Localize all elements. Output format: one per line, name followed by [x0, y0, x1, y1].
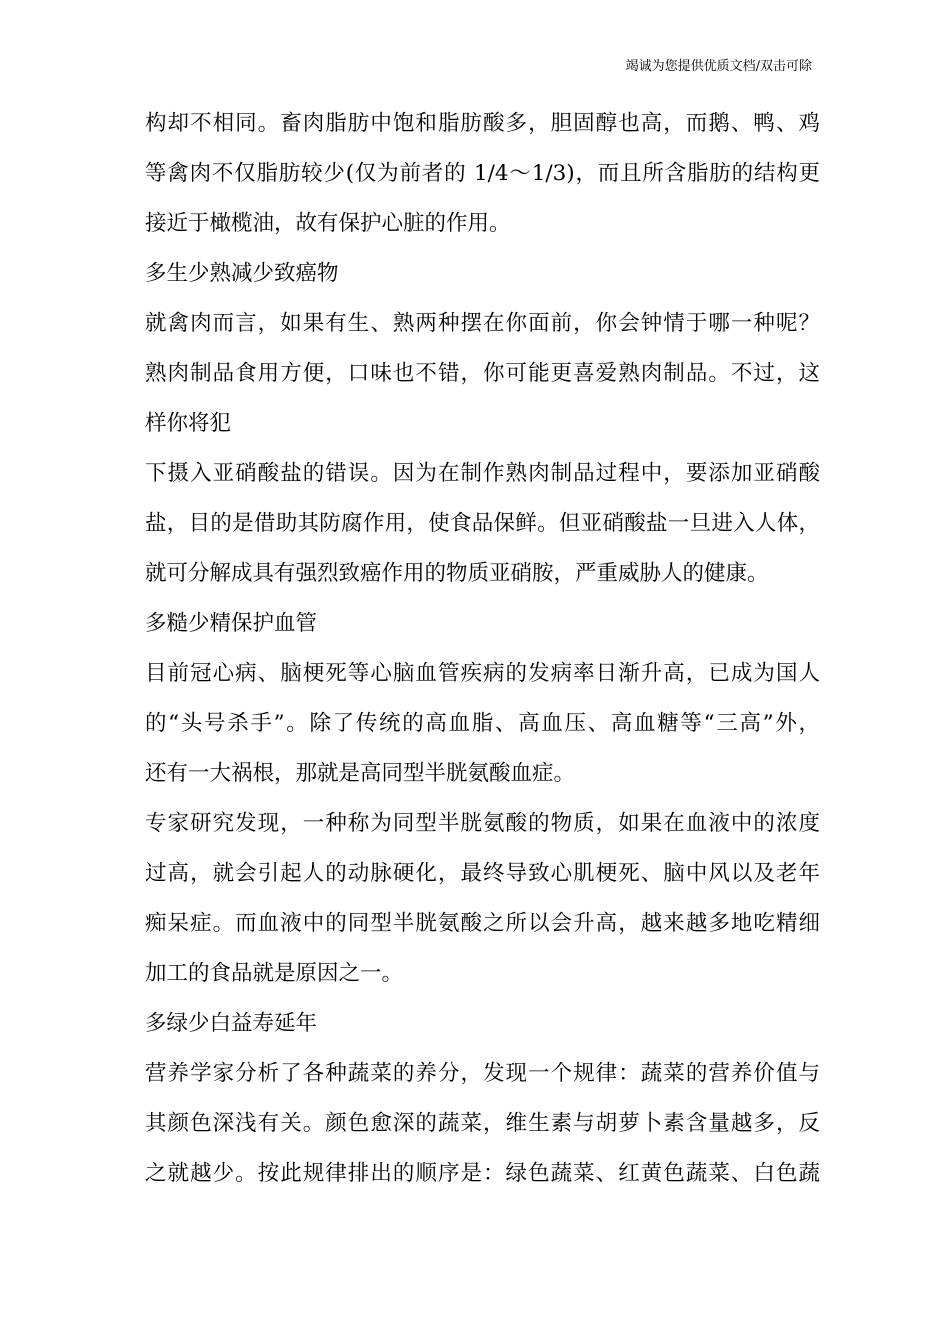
- paragraph-line: 就禽肉而言，如果有生、熟两种摆在你面前，你会钟情于哪一种呢？: [145, 311, 820, 336]
- paragraph-line: 其颜色深浅有关。颜色愈深的蔬菜，维生素与胡萝卜素含量越多，反: [145, 1111, 820, 1136]
- paragraph-line: 等禽肉不仅脂肪较少(仅为前者的 1/4～1/3)，而且所含脂肪的结构更: [145, 161, 820, 186]
- paragraph-line: 专家研究发现，一种称为同型半胱氨酸的物质，如果在血液中的浓度: [145, 811, 820, 836]
- paragraph-line: 目前冠心病、脑梗死等心脑血管疾病的发病率日渐升高，已成为国人: [145, 661, 820, 686]
- paragraph-line: 样你将犯: [145, 411, 232, 436]
- header-note: 竭诚为您提供优质文档/双击可除: [625, 59, 812, 74]
- paragraph-line: 营养学家分析了各种蔬菜的养分，发现一个规律：蔬菜的营养价值与: [145, 1061, 820, 1086]
- paragraph-line: 还有一大祸根，那就是高同型半胱氨酸血症。: [145, 761, 576, 786]
- paragraph-line: 就可分解成具有强烈致癌作用的物质亚硝胺，严重威胁人的健康。: [145, 561, 769, 586]
- paragraph-line: 加工的食品就是原因之一。: [145, 961, 404, 986]
- paragraph-line: 痴呆症。而血液中的同型半胱氨酸之所以会升高，越来越多地吃精细: [145, 911, 820, 936]
- section-heading: 多绿少白益寿延年: [145, 1011, 318, 1036]
- section-heading: 多生少熟减少致癌物: [145, 261, 339, 286]
- paragraph-line: 熟肉制品食用方便，口味也不错，你可能更喜爱熟肉制品。不过，这: [145, 361, 820, 386]
- paragraph-line: 盐，目的是借助其防腐作用，使食品保鲜。但亚硝酸盐一旦进入人体，: [145, 511, 820, 536]
- paragraph-line: 接近于橄榄油，故有保护心脏的作用。: [145, 211, 511, 236]
- document-body: [145, 99, 820, 1199]
- paragraph-line: 构却不相同。畜肉脂肪中饱和脂肪酸多，胆固醇也高，而鹅、鸭、鸡: [145, 111, 820, 136]
- paragraph-line: 之就越少。按此规律排出的顺序是：绿色蔬菜、红黄色蔬菜、白色蔬: [145, 1161, 820, 1186]
- paragraph-line: 的“头号杀手”。除了传统的高血脂、高血压、高血糖等“三高”外，: [145, 711, 820, 736]
- paragraph-line: 过高，就会引起人的动脉硬化，最终导致心肌梗死、脑中风以及老年: [145, 861, 820, 886]
- paragraph-line: 下摄入亚硝酸盐的错误。因为在制作熟肉制品过程中，要添加亚硝酸: [145, 461, 820, 486]
- section-heading: 多糙少精保护血管: [145, 611, 318, 636]
